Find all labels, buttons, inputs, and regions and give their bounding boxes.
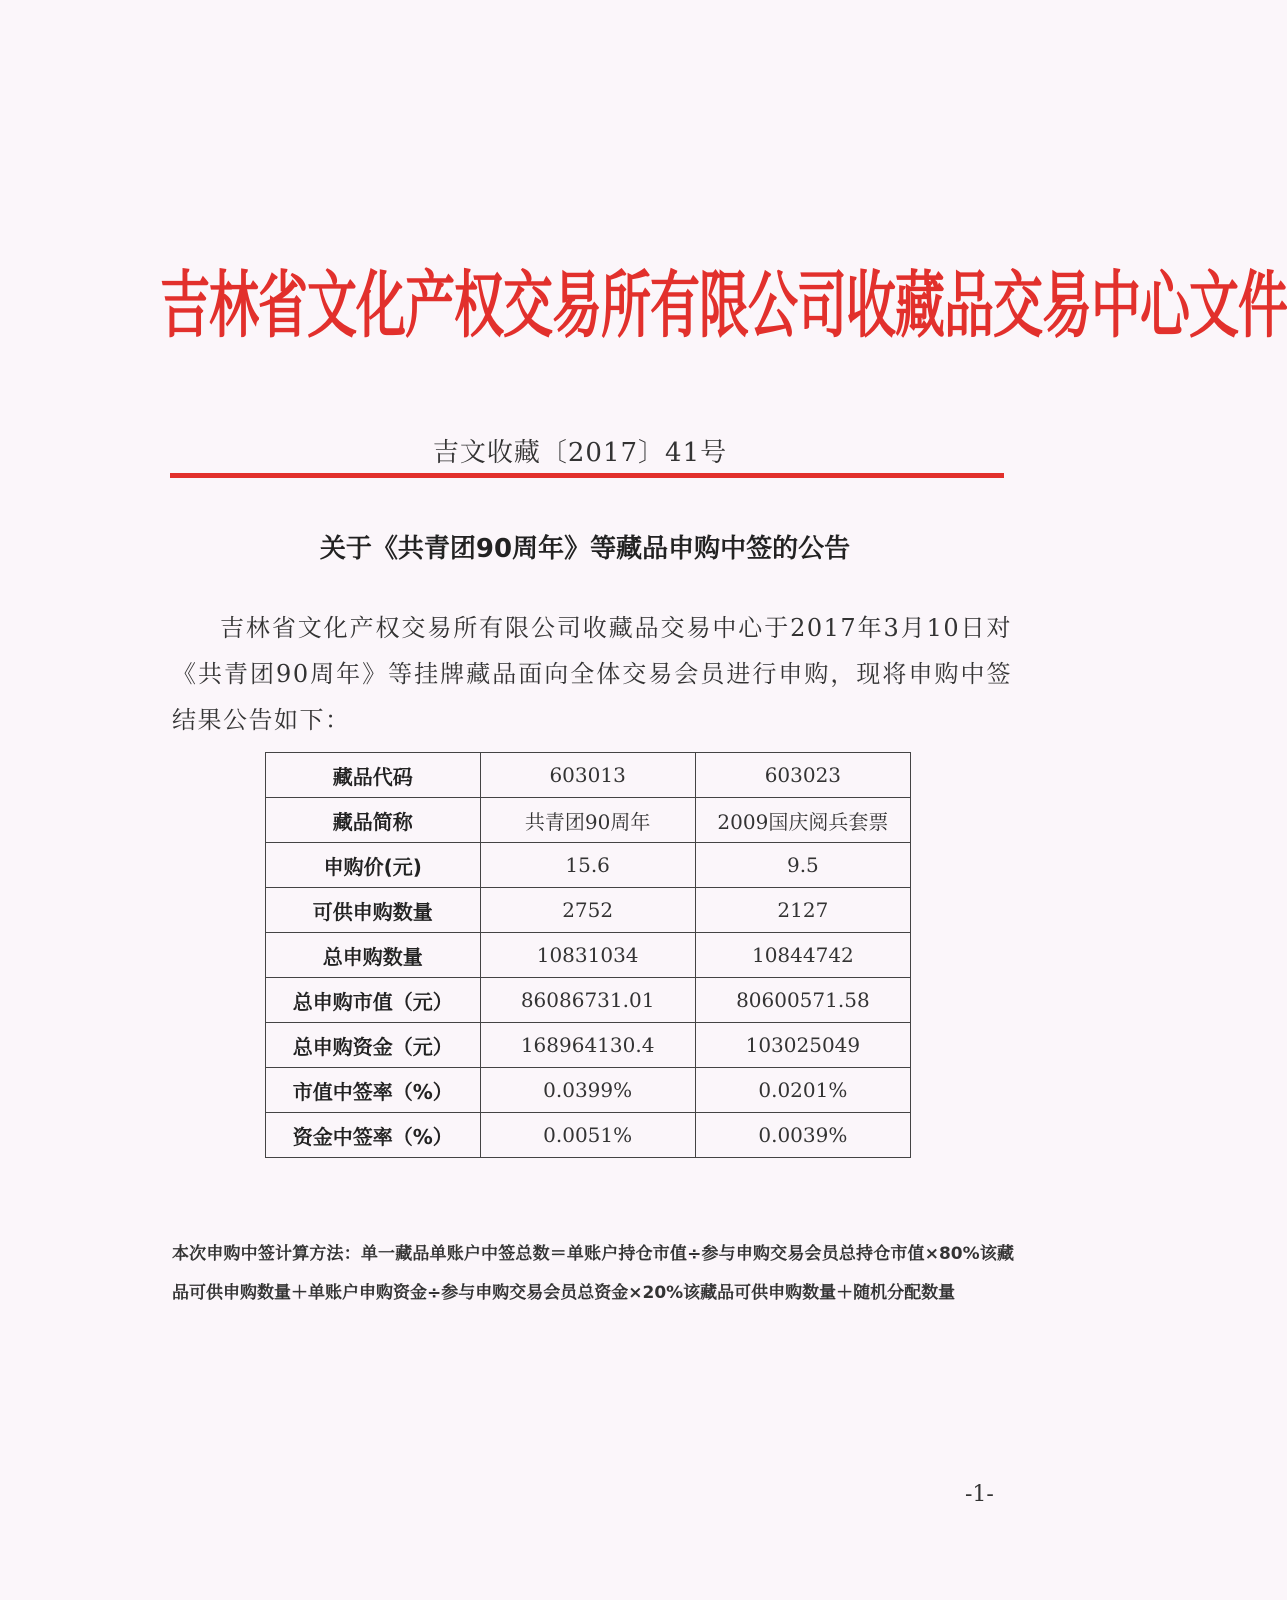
table-row bbox=[266, 843, 911, 888]
table-row bbox=[266, 1023, 911, 1068]
table-cell: 603023 bbox=[695, 753, 910, 798]
table-row bbox=[266, 1113, 911, 1158]
row-label: 总申购数量 bbox=[266, 933, 481, 978]
org-header-title: 吉林省文化产权交易所有限公司收藏品交易中心文件 bbox=[160, 263, 1287, 349]
table-cell: 80600571.58 bbox=[695, 978, 910, 1023]
table-cell: 10831034 bbox=[480, 933, 695, 978]
row-label: 藏品简称 bbox=[266, 798, 481, 843]
table-row bbox=[266, 753, 911, 798]
subscription-results-table bbox=[265, 752, 911, 1158]
row-label: 申购价(元) bbox=[266, 843, 481, 888]
table-cell: 0.0039% bbox=[695, 1113, 910, 1158]
table-cell: 2127 bbox=[695, 888, 910, 933]
table-cell: 0.0399% bbox=[480, 1068, 695, 1113]
table-cell: 603013 bbox=[480, 753, 695, 798]
table-row bbox=[266, 1068, 911, 1113]
calculation-method-note: 本次申购中签计算方法：单一藏品单账户中签总数＝单账户持仓市值÷参与申购交易会员总持仓市值×80%该藏品可供申购数量＋单账户申购资金÷参与申购交易会员总资金×20%该藏品可供申购数量＋随机分配数量 bbox=[172, 1244, 1014, 1303]
table-cell: 共青团90周年 bbox=[480, 798, 695, 843]
table-cell: 2009国庆阅兵套票 bbox=[695, 798, 910, 843]
notice-title: 关于《共青团90周年》等藏品申购中签的公告 bbox=[319, 534, 851, 564]
header-divider bbox=[170, 473, 1004, 478]
table-cell: 168964130.4 bbox=[480, 1023, 695, 1068]
table-cell: 0.0051% bbox=[480, 1113, 695, 1158]
table-row bbox=[266, 933, 911, 978]
table-cell: 0.0201% bbox=[695, 1068, 910, 1113]
table-cell: 9.5 bbox=[695, 843, 910, 888]
table-row bbox=[266, 978, 911, 1023]
table-row bbox=[266, 798, 911, 843]
row-label: 市值中签率（%） bbox=[266, 1068, 481, 1113]
notice-body: 吉林省文化产权交易所有限公司收藏品交易中心于2017年3月10日对《共青团90周年》等挂牌藏品面向全体交易会员进行申购，现将申购中签结果公告如下： bbox=[172, 614, 1012, 734]
row-label: 藏品代码 bbox=[266, 753, 481, 798]
table-cell: 10844742 bbox=[695, 933, 910, 978]
table-cell: 103025049 bbox=[695, 1023, 910, 1068]
row-label: 总申购市值（元） bbox=[266, 978, 481, 1023]
table-cell: 86086731.01 bbox=[480, 978, 695, 1023]
page-number: -1- bbox=[965, 1482, 994, 1507]
row-label: 总申购资金（元） bbox=[266, 1023, 481, 1068]
row-label: 资金中签率（%） bbox=[266, 1113, 481, 1158]
row-label: 可供申购数量 bbox=[266, 888, 481, 933]
table-row bbox=[266, 888, 911, 933]
document-number: 吉文收藏〔2017〕41号 bbox=[432, 438, 728, 468]
table-cell: 15.6 bbox=[480, 843, 695, 888]
table-cell: 2752 bbox=[480, 888, 695, 933]
